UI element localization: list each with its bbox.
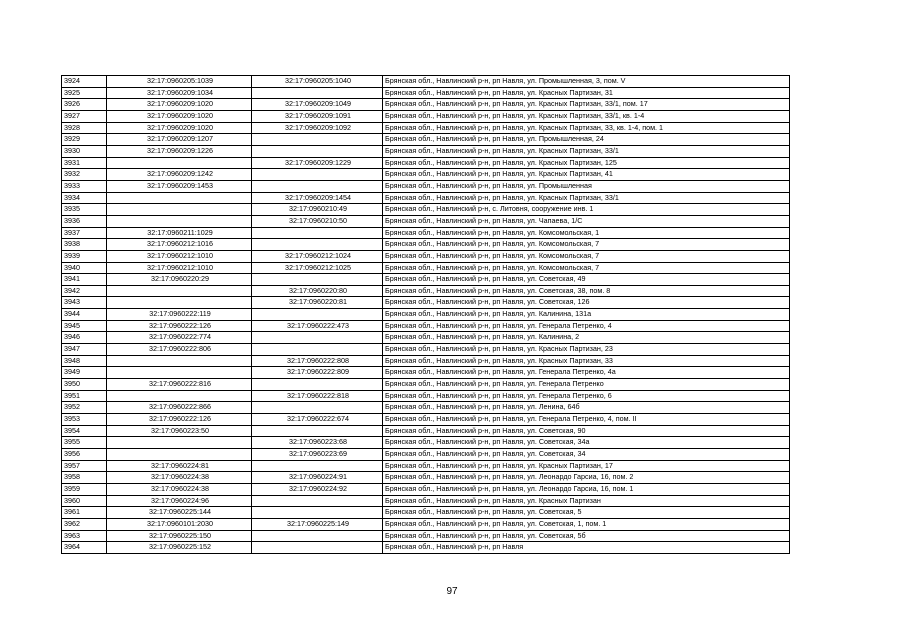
related-cadastral-number-cell: [252, 87, 383, 99]
address-cell: Брянская обл., Навлинский р-н, рп Навля, ул. Леонардо Гарсиа, 16, пом. 1: [383, 483, 790, 495]
table-row: [62, 309, 790, 321]
row-number-cell: 3928: [62, 122, 107, 134]
table-row: [62, 145, 790, 157]
table-row: [62, 542, 790, 554]
table-row: [62, 215, 790, 227]
related-cadastral-number-cell: 32:17:0960224:91: [252, 472, 383, 484]
address-cell: Брянская обл., Навлинский р-н, рп Навля, ул. Комсомольская, 7: [383, 250, 790, 262]
row-number-cell: 3958: [62, 472, 107, 484]
address-cell: Брянская обл., Навлинский р-н, рп Навля, ул. Красных Партизан, 31: [383, 87, 790, 99]
cadastral-number-cell: 32:17:0960224:81: [107, 460, 252, 472]
address-cell: Брянская обл., Навлинский р-н, рп Навля, ул. Генерала Петренко, 4: [383, 320, 790, 332]
address-cell: Брянская обл., Навлинский р-н, рп Навля, ул. Советская, 126: [383, 297, 790, 309]
cadastral-number-cell: 32:17:0960223:50: [107, 425, 252, 437]
cadastral-number-cell: 32:17:0960209:1453: [107, 180, 252, 192]
page-number: 97: [446, 586, 458, 597]
row-number-cell: 3924: [62, 76, 107, 88]
address-cell: Брянская обл., Навлинский р-н, рп Навля, ул. Генерала Петренко, 4, пом. II: [383, 414, 790, 426]
address-cell: Брянская обл., Навлинский р-н, с. Литовня, сооружение инв. 1: [383, 204, 790, 216]
related-cadastral-number-cell: [252, 425, 383, 437]
row-number-cell: 3964: [62, 542, 107, 554]
row-number-cell: 3945: [62, 320, 107, 332]
row-number-cell: 3957: [62, 460, 107, 472]
related-cadastral-number-cell: 32:17:0960223:68: [252, 437, 383, 449]
table-row: [62, 99, 790, 111]
cadastral-number-cell: 32:17:0960212:1010: [107, 250, 252, 262]
address-cell: Брянская обл., Навлинский р-н, рп Навля, ул. Советская, 5: [383, 507, 790, 519]
table-row: [62, 530, 790, 542]
address-cell: Брянская обл., Навлинский р-н, рп Навля, ул. Красных Партизан, 23: [383, 344, 790, 356]
related-cadastral-number-cell: [252, 460, 383, 472]
address-cell: Брянская обл., Навлинский р-н, рп Навля, ул. Генерала Петренко, 4а: [383, 367, 790, 379]
table-row: [62, 367, 790, 379]
related-cadastral-number-cell: [252, 227, 383, 239]
address-cell: Брянская обл., Навлинский р-н, рп Навля: [383, 542, 790, 554]
row-number-cell: 3926: [62, 99, 107, 111]
related-cadastral-number-cell: 32:17:0960222:674: [252, 414, 383, 426]
related-cadastral-number-cell: 32:17:0960209:1091: [252, 110, 383, 122]
related-cadastral-number-cell: 32:17:0960212:1024: [252, 250, 383, 262]
table-row: [62, 425, 790, 437]
row-number-cell: 3959: [62, 483, 107, 495]
table-row: [62, 507, 790, 519]
row-number-cell: 3948: [62, 355, 107, 367]
row-number-cell: 3947: [62, 344, 107, 356]
row-number-cell: 3954: [62, 425, 107, 437]
address-cell: Брянская обл., Навлинский р-н, рп Навля, ул. Советская, 90: [383, 425, 790, 437]
address-cell: Брянская обл., Навлинский р-н, рп Навля, ул. Советская, 38, пом. 8: [383, 285, 790, 297]
table-row: [62, 285, 790, 297]
related-cadastral-number-cell: [252, 169, 383, 181]
related-cadastral-number-cell: [252, 134, 383, 146]
cadastral-number-cell: 32:17:0960209:1034: [107, 87, 252, 99]
related-cadastral-number-cell: 32:17:0960224:92: [252, 483, 383, 495]
table-row: [62, 169, 790, 181]
cadastral-number-cell: 32:17:0960220:29: [107, 274, 252, 286]
address-cell: Брянская обл., Навлинский р-н, рп Навля, ул. Генерала Петренко, 6: [383, 390, 790, 402]
table-row: [62, 250, 790, 262]
row-number-cell: 3963: [62, 530, 107, 542]
table-row: [62, 87, 790, 99]
row-number-cell: 3934: [62, 192, 107, 204]
row-number-cell: 3942: [62, 285, 107, 297]
related-cadastral-number-cell: [252, 344, 383, 356]
related-cadastral-number-cell: 32:17:0960220:81: [252, 297, 383, 309]
address-cell: Брянская обл., Навлинский р-н, рп Навля, ул. Ленина, 64б: [383, 402, 790, 414]
cadastral-number-cell: 32:17:0960222:119: [107, 309, 252, 321]
table-row: [62, 355, 790, 367]
cadastral-number-cell: [107, 437, 252, 449]
row-number-cell: 3930: [62, 145, 107, 157]
table-row: [62, 227, 790, 239]
cadastral-number-cell: [107, 215, 252, 227]
address-cell: Брянская обл., Навлинский р-н, рп Навля, ул. Промышленная: [383, 180, 790, 192]
address-cell: Брянская обл., Навлинский р-н, рп Навля, ул. Комсомольская, 7: [383, 239, 790, 251]
related-cadastral-number-cell: [252, 379, 383, 391]
table-row: [62, 122, 790, 134]
cadastral-number-cell: 32:17:0960222:866: [107, 402, 252, 414]
table-row: [62, 297, 790, 309]
row-number-cell: 3944: [62, 309, 107, 321]
related-cadastral-number-cell: 32:17:0960225:149: [252, 518, 383, 530]
address-cell: Брянская обл., Навлинский р-н, рп Навля, ул. Комсомольская, 7: [383, 262, 790, 274]
related-cadastral-number-cell: [252, 402, 383, 414]
cadastral-number-cell: 32:17:0960224:96: [107, 495, 252, 507]
cadastral-number-cell: 32:17:0960205:1039: [107, 76, 252, 88]
cadastral-number-cell: 32:17:0960209:1207: [107, 134, 252, 146]
address-cell: Брянская обл., Навлинский р-н, рп Навля, ул. Красных Партизан, 33/1, кв. 1-4: [383, 110, 790, 122]
row-number-cell: 3940: [62, 262, 107, 274]
row-number-cell: 3943: [62, 297, 107, 309]
table-row: [62, 332, 790, 344]
address-cell: Брянская обл., Навлинский р-н, рп Навля, ул. Промышленная, 24: [383, 134, 790, 146]
table-row: [62, 180, 790, 192]
address-cell: Брянская обл., Навлинский р-н, рп Навля, ул. Генерала Петренко: [383, 379, 790, 391]
table-row: [62, 449, 790, 461]
cadastral-number-cell: 32:17:0960211:1029: [107, 227, 252, 239]
table-row: [62, 134, 790, 146]
cadastral-number-cell: 32:17:0960222:126: [107, 414, 252, 426]
register-table: [61, 75, 790, 554]
related-cadastral-number-cell: 32:17:0960223:69: [252, 449, 383, 461]
cadastral-number-cell: 32:17:0960212:1016: [107, 239, 252, 251]
table-row: [62, 320, 790, 332]
cadastral-number-cell: [107, 192, 252, 204]
cadastral-number-cell: [107, 297, 252, 309]
related-cadastral-number-cell: 32:17:0960222:808: [252, 355, 383, 367]
row-number-cell: 3937: [62, 227, 107, 239]
row-number-cell: 3935: [62, 204, 107, 216]
cadastral-number-cell: [107, 157, 252, 169]
related-cadastral-number-cell: 32:17:0960220:80: [252, 285, 383, 297]
table-row: [62, 239, 790, 251]
cadastral-number-cell: 32:17:0960222:126: [107, 320, 252, 332]
address-cell: Брянская обл., Навлинский р-н, рп Навля, ул. Советская, 49: [383, 274, 790, 286]
cadastral-number-cell: 32:17:0960209:1020: [107, 99, 252, 111]
cadastral-number-cell: 32:17:0960222:806: [107, 344, 252, 356]
cadastral-number-cell: 32:17:0960225:152: [107, 542, 252, 554]
address-cell: Брянская обл., Навлинский р-н, рп Навля, ул. Красных Партизан, 41: [383, 169, 790, 181]
cadastral-number-cell: 32:17:0960224:38: [107, 483, 252, 495]
cadastral-number-cell: 32:17:0960209:1226: [107, 145, 252, 157]
cadastral-number-cell: 32:17:0960101:2030: [107, 518, 252, 530]
table-row: [62, 437, 790, 449]
table-row: [62, 460, 790, 472]
address-cell: Брянская обл., Навлинский р-н, рп Навля, ул. Советская, 34: [383, 449, 790, 461]
row-number-cell: 3925: [62, 87, 107, 99]
address-cell: Брянская обл., Навлинский р-н, рп Навля, ул. Леонардо Гарсиа, 16, пом. 2: [383, 472, 790, 484]
table-row: [62, 379, 790, 391]
address-cell: Брянская обл., Навлинский р-н, рп Навля, ул. Красных Партизан, 33/1: [383, 145, 790, 157]
address-cell: Брянская обл., Навлинский р-н, рп Навля, ул. Красных Партизан, 33: [383, 355, 790, 367]
table-row: [62, 110, 790, 122]
cadastral-number-cell: 32:17:0960212:1010: [107, 262, 252, 274]
row-number-cell: 3955: [62, 437, 107, 449]
row-number-cell: 3939: [62, 250, 107, 262]
address-cell: Брянская обл., Навлинский р-н, рп Навля, ул. Красных Партизан, 33, кв. 1-4, пом. 1: [383, 122, 790, 134]
cadastral-number-cell: [107, 390, 252, 402]
address-cell: Брянская обл., Навлинский р-н, рп Навля, ул. Комсомольская, 1: [383, 227, 790, 239]
row-number-cell: 3951: [62, 390, 107, 402]
cadastral-number-cell: 32:17:0960225:150: [107, 530, 252, 542]
cadastral-number-cell: 32:17:0960209:1020: [107, 110, 252, 122]
cadastral-number-cell: [107, 449, 252, 461]
address-cell: Брянская обл., Навлинский р-н, рп Навля, ул. Советская, 34а: [383, 437, 790, 449]
related-cadastral-number-cell: [252, 507, 383, 519]
row-number-cell: 3938: [62, 239, 107, 251]
table-row: [62, 414, 790, 426]
cadastral-number-cell: 32:17:0960224:38: [107, 472, 252, 484]
table-row: [62, 390, 790, 402]
row-number-cell: 3929: [62, 134, 107, 146]
table-row: [62, 483, 790, 495]
table-row: [62, 157, 790, 169]
address-cell: Брянская обл., Навлинский р-н, рп Навля, ул. Калинина, 2: [383, 332, 790, 344]
address-cell: Брянская обл., Навлинский р-н, рп Навля, ул. Промышленная, 3, пом. V: [383, 76, 790, 88]
cadastral-number-cell: 32:17:0960209:1242: [107, 169, 252, 181]
related-cadastral-number-cell: 32:17:0960222:818: [252, 390, 383, 402]
register-table-body: [62, 76, 790, 554]
row-number-cell: 3931: [62, 157, 107, 169]
table-row: [62, 495, 790, 507]
row-number-cell: 3961: [62, 507, 107, 519]
row-number-cell: 3950: [62, 379, 107, 391]
table-row: [62, 518, 790, 530]
row-number-cell: 3927: [62, 110, 107, 122]
row-number-cell: 3949: [62, 367, 107, 379]
table-row: [62, 76, 790, 88]
related-cadastral-number-cell: [252, 309, 383, 321]
cadastral-number-cell: [107, 204, 252, 216]
cadastral-number-cell: [107, 355, 252, 367]
related-cadastral-number-cell: [252, 530, 383, 542]
address-cell: Брянская обл., Навлинский р-н, рп Навля, ул. Советская, 1, пом. 1: [383, 518, 790, 530]
related-cadastral-number-cell: 32:17:0960222:809: [252, 367, 383, 379]
address-cell: Брянская обл., Навлинский р-н, рп Навля, ул. Советская, 5б: [383, 530, 790, 542]
table-row: [62, 262, 790, 274]
address-cell: Брянская обл., Навлинский р-н, рп Навля, ул. Красных Партизан, 125: [383, 157, 790, 169]
row-number-cell: 3946: [62, 332, 107, 344]
cadastral-number-cell: 32:17:0960222:816: [107, 379, 252, 391]
address-cell: Брянская обл., Навлинский р-н, рп Навля, ул. Красных Партизан, 33/1: [383, 192, 790, 204]
related-cadastral-number-cell: [252, 542, 383, 554]
row-number-cell: 3956: [62, 449, 107, 461]
cadastral-number-cell: 32:17:0960225:144: [107, 507, 252, 519]
cadastral-number-cell: 32:17:0960222:774: [107, 332, 252, 344]
related-cadastral-number-cell: [252, 145, 383, 157]
row-number-cell: 3932: [62, 169, 107, 181]
cadastral-number-cell: 32:17:0960209:1020: [107, 122, 252, 134]
table-row: [62, 344, 790, 356]
cadastral-number-cell: [107, 285, 252, 297]
cadastral-number-cell: [107, 367, 252, 379]
related-cadastral-number-cell: 32:17:0960210:49: [252, 204, 383, 216]
table-row: [62, 402, 790, 414]
row-number-cell: 3933: [62, 180, 107, 192]
address-cell: Брянская обл., Навлинский р-н, рп Навля, ул. Калинина, 131а: [383, 309, 790, 321]
related-cadastral-number-cell: 32:17:0960209:1049: [252, 99, 383, 111]
related-cadastral-number-cell: 32:17:0960210:50: [252, 215, 383, 227]
related-cadastral-number-cell: 32:17:0960222:473: [252, 320, 383, 332]
row-number-cell: 3941: [62, 274, 107, 286]
table-row: [62, 472, 790, 484]
address-cell: Брянская обл., Навлинский р-н, рп Навля, ул. Красных Партизан, 17: [383, 460, 790, 472]
table-row: [62, 192, 790, 204]
related-cadastral-number-cell: 32:17:0960209:1092: [252, 122, 383, 134]
row-number-cell: 3936: [62, 215, 107, 227]
related-cadastral-number-cell: [252, 239, 383, 251]
related-cadastral-number-cell: 32:17:0960205:1040: [252, 76, 383, 88]
table-row: [62, 274, 790, 286]
address-cell: Брянская обл., Навлинский р-н, рп Навля, ул. Красных Партизан: [383, 495, 790, 507]
related-cadastral-number-cell: [252, 180, 383, 192]
related-cadastral-number-cell: 32:17:0960209:1229: [252, 157, 383, 169]
related-cadastral-number-cell: [252, 274, 383, 286]
table-row: [62, 204, 790, 216]
related-cadastral-number-cell: 32:17:0960212:1025: [252, 262, 383, 274]
row-number-cell: 3952: [62, 402, 107, 414]
related-cadastral-number-cell: [252, 332, 383, 344]
row-number-cell: 3953: [62, 414, 107, 426]
address-cell: Брянская обл., Навлинский р-н, рп Навля, ул. Красных Партизан, 33/1, пом. 17: [383, 99, 790, 111]
row-number-cell: 3960: [62, 495, 107, 507]
address-cell: Брянская обл., Навлинский р-н, рп Навля, ул. Чапаева, 1/С: [383, 215, 790, 227]
row-number-cell: 3962: [62, 518, 107, 530]
related-cadastral-number-cell: 32:17:0960209:1454: [252, 192, 383, 204]
related-cadastral-number-cell: [252, 495, 383, 507]
